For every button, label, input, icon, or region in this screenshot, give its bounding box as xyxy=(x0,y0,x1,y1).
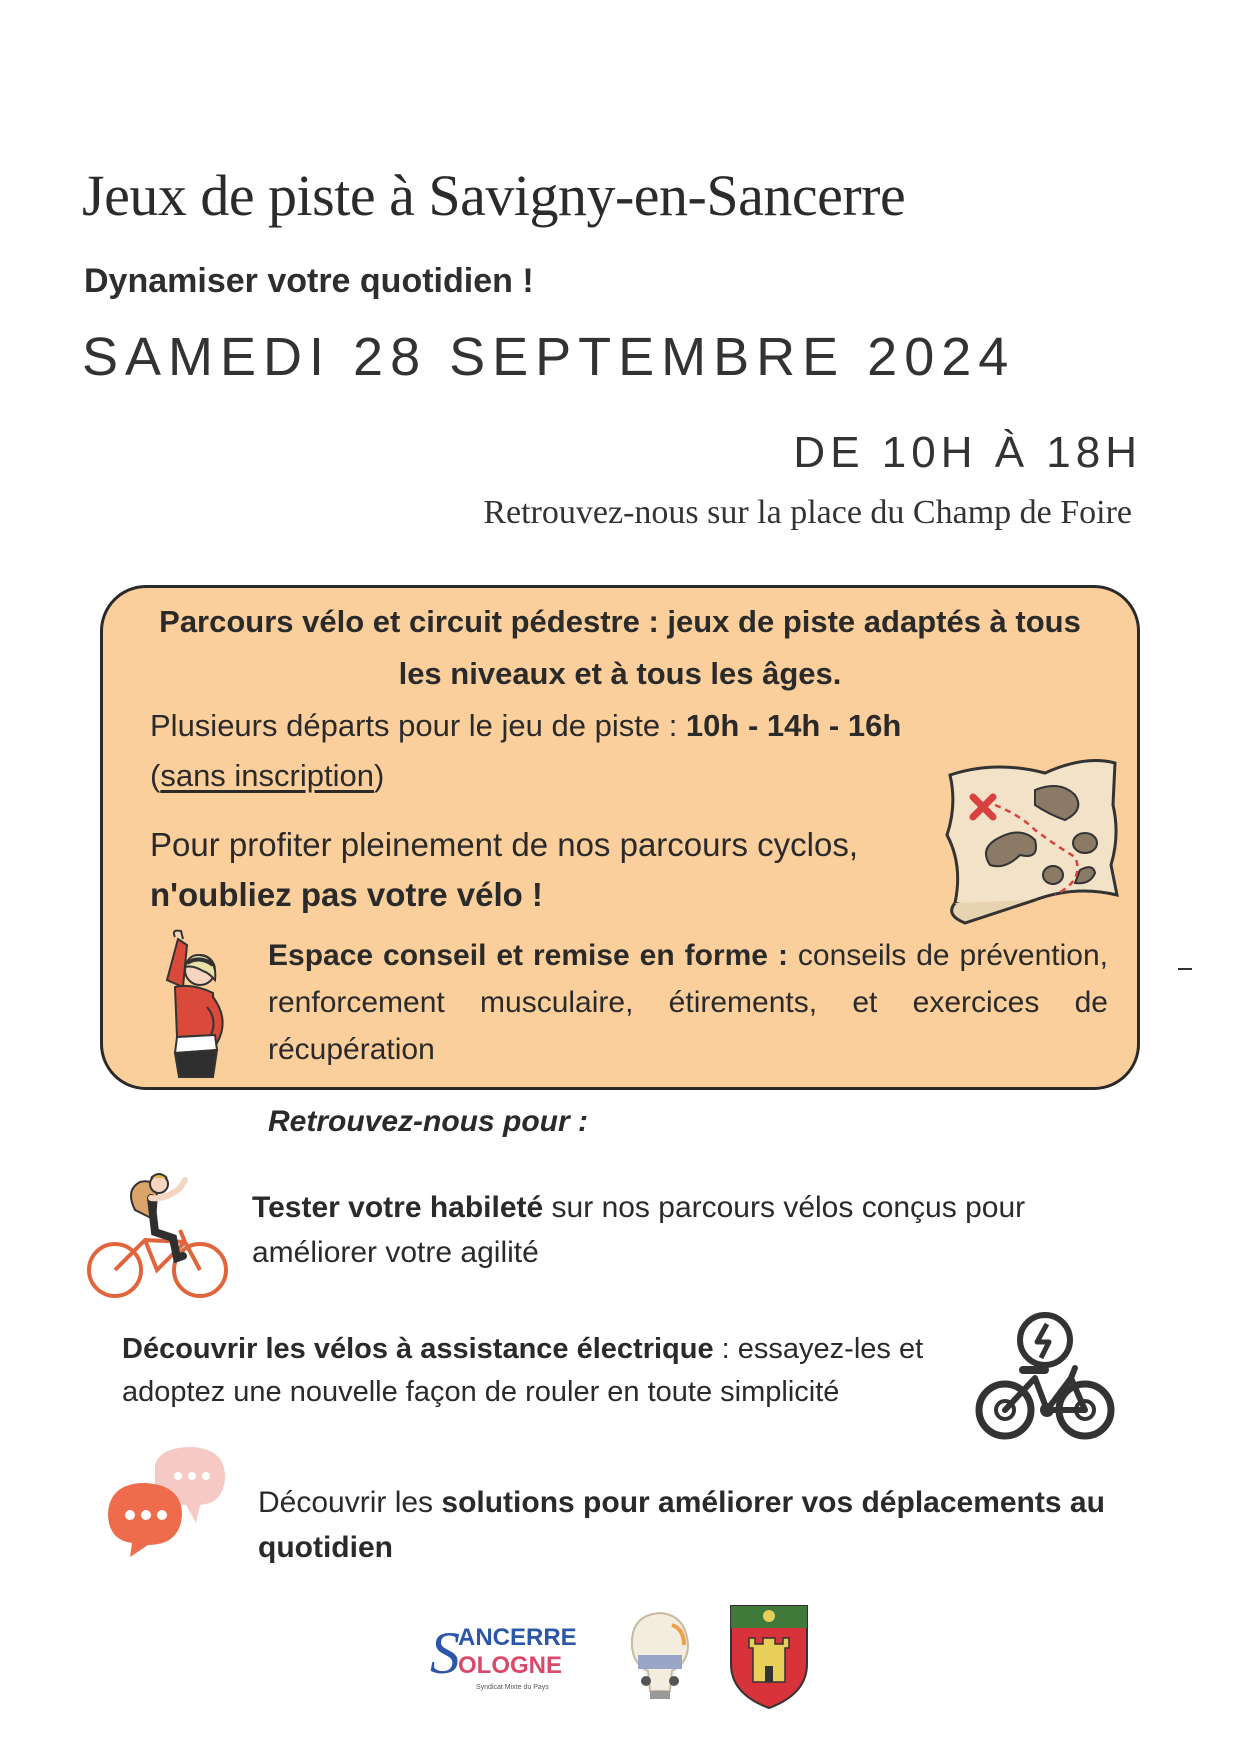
registration-note xyxy=(150,758,384,794)
fitness-title: Espace conseil et remise en forme : xyxy=(268,939,788,972)
paren-open: ( xyxy=(150,758,161,793)
chat-bubbles-icon xyxy=(100,1445,230,1575)
activity-ebike-bold: Découvrir les vélos à assistance électrique xyxy=(122,1333,714,1365)
fitness-paragraph xyxy=(268,932,1108,1073)
box-headline xyxy=(110,596,1130,700)
box-headline-line1: Parcours vélo et circuit pédestre : jeux de piste adaptés à tous xyxy=(159,604,1081,639)
page-title: Jeux de piste à Savigny-en-Sancerre xyxy=(82,163,906,228)
activity-ebike-text: : essayez-les et adoptez une nouvelle façon de rouler en toute simplicité xyxy=(122,1333,924,1408)
activity-mobility-bold: solutions pour améliorer vos déplacements au quotidien xyxy=(258,1486,1105,1564)
activity-mobility xyxy=(258,1480,1118,1570)
event-hours: DE 10H À 18H xyxy=(793,428,1142,477)
activity-agility-bold: Tester votre habileté xyxy=(252,1191,544,1224)
activity-mobility-prefix: Découvrir les xyxy=(258,1486,442,1519)
event-date: SAMEDI 28 SEPTEMBRE 2024 xyxy=(82,327,1016,387)
departure-times: 10h - 14h - 16h xyxy=(685,708,902,743)
cyclist-icon xyxy=(85,1170,230,1300)
activity-ebike xyxy=(122,1328,962,1414)
pays-logo xyxy=(620,1605,700,1705)
departures-line xyxy=(150,708,901,744)
logo-caption: Syndicat Mixte du Pays xyxy=(476,1684,549,1691)
bike-reminder xyxy=(150,820,858,920)
box-headline-line2: les niveaux et à tous les âges. xyxy=(398,656,842,691)
town-crest-logo xyxy=(725,1602,813,1712)
paren-close: ) xyxy=(373,758,385,793)
activity-agility xyxy=(252,1185,1112,1275)
logo-line2: OLOGNE xyxy=(458,1652,563,1679)
treasure-map-icon xyxy=(935,745,1125,935)
fitness-description: conseils de prévention, renforcement musculaire, étirements, et exercices de récupération xyxy=(268,939,1108,1066)
logo-line1: ANCERRE xyxy=(458,1624,577,1651)
logo-letter-s: S xyxy=(430,1620,460,1686)
registration-text: sans inscription xyxy=(160,758,374,793)
event-location: Retrouvez-nous sur la place du Champ de Foire xyxy=(483,494,1132,531)
stretching-woman-icon xyxy=(145,925,240,1080)
activity-agility-text: sur nos parcours vélos conçus pour améliorer votre agilité xyxy=(252,1191,1026,1269)
departures-text: Plusieurs départs pour le jeu de piste : xyxy=(150,708,686,743)
page-subtitle: Dynamiser votre quotidien ! xyxy=(84,262,534,300)
sancerre-sologne-logo xyxy=(428,1615,588,1705)
electric-bike-icon xyxy=(975,1310,1115,1445)
find-us-heading: Retrouvez-nous pour : xyxy=(268,1105,588,1138)
bike-reminder-text: Pour profiter pleinement de nos parcours cyclos, xyxy=(150,826,859,863)
bike-reminder-bold: n'oubliez pas votre vélo ! xyxy=(150,876,543,913)
scan-mark xyxy=(1178,968,1192,970)
